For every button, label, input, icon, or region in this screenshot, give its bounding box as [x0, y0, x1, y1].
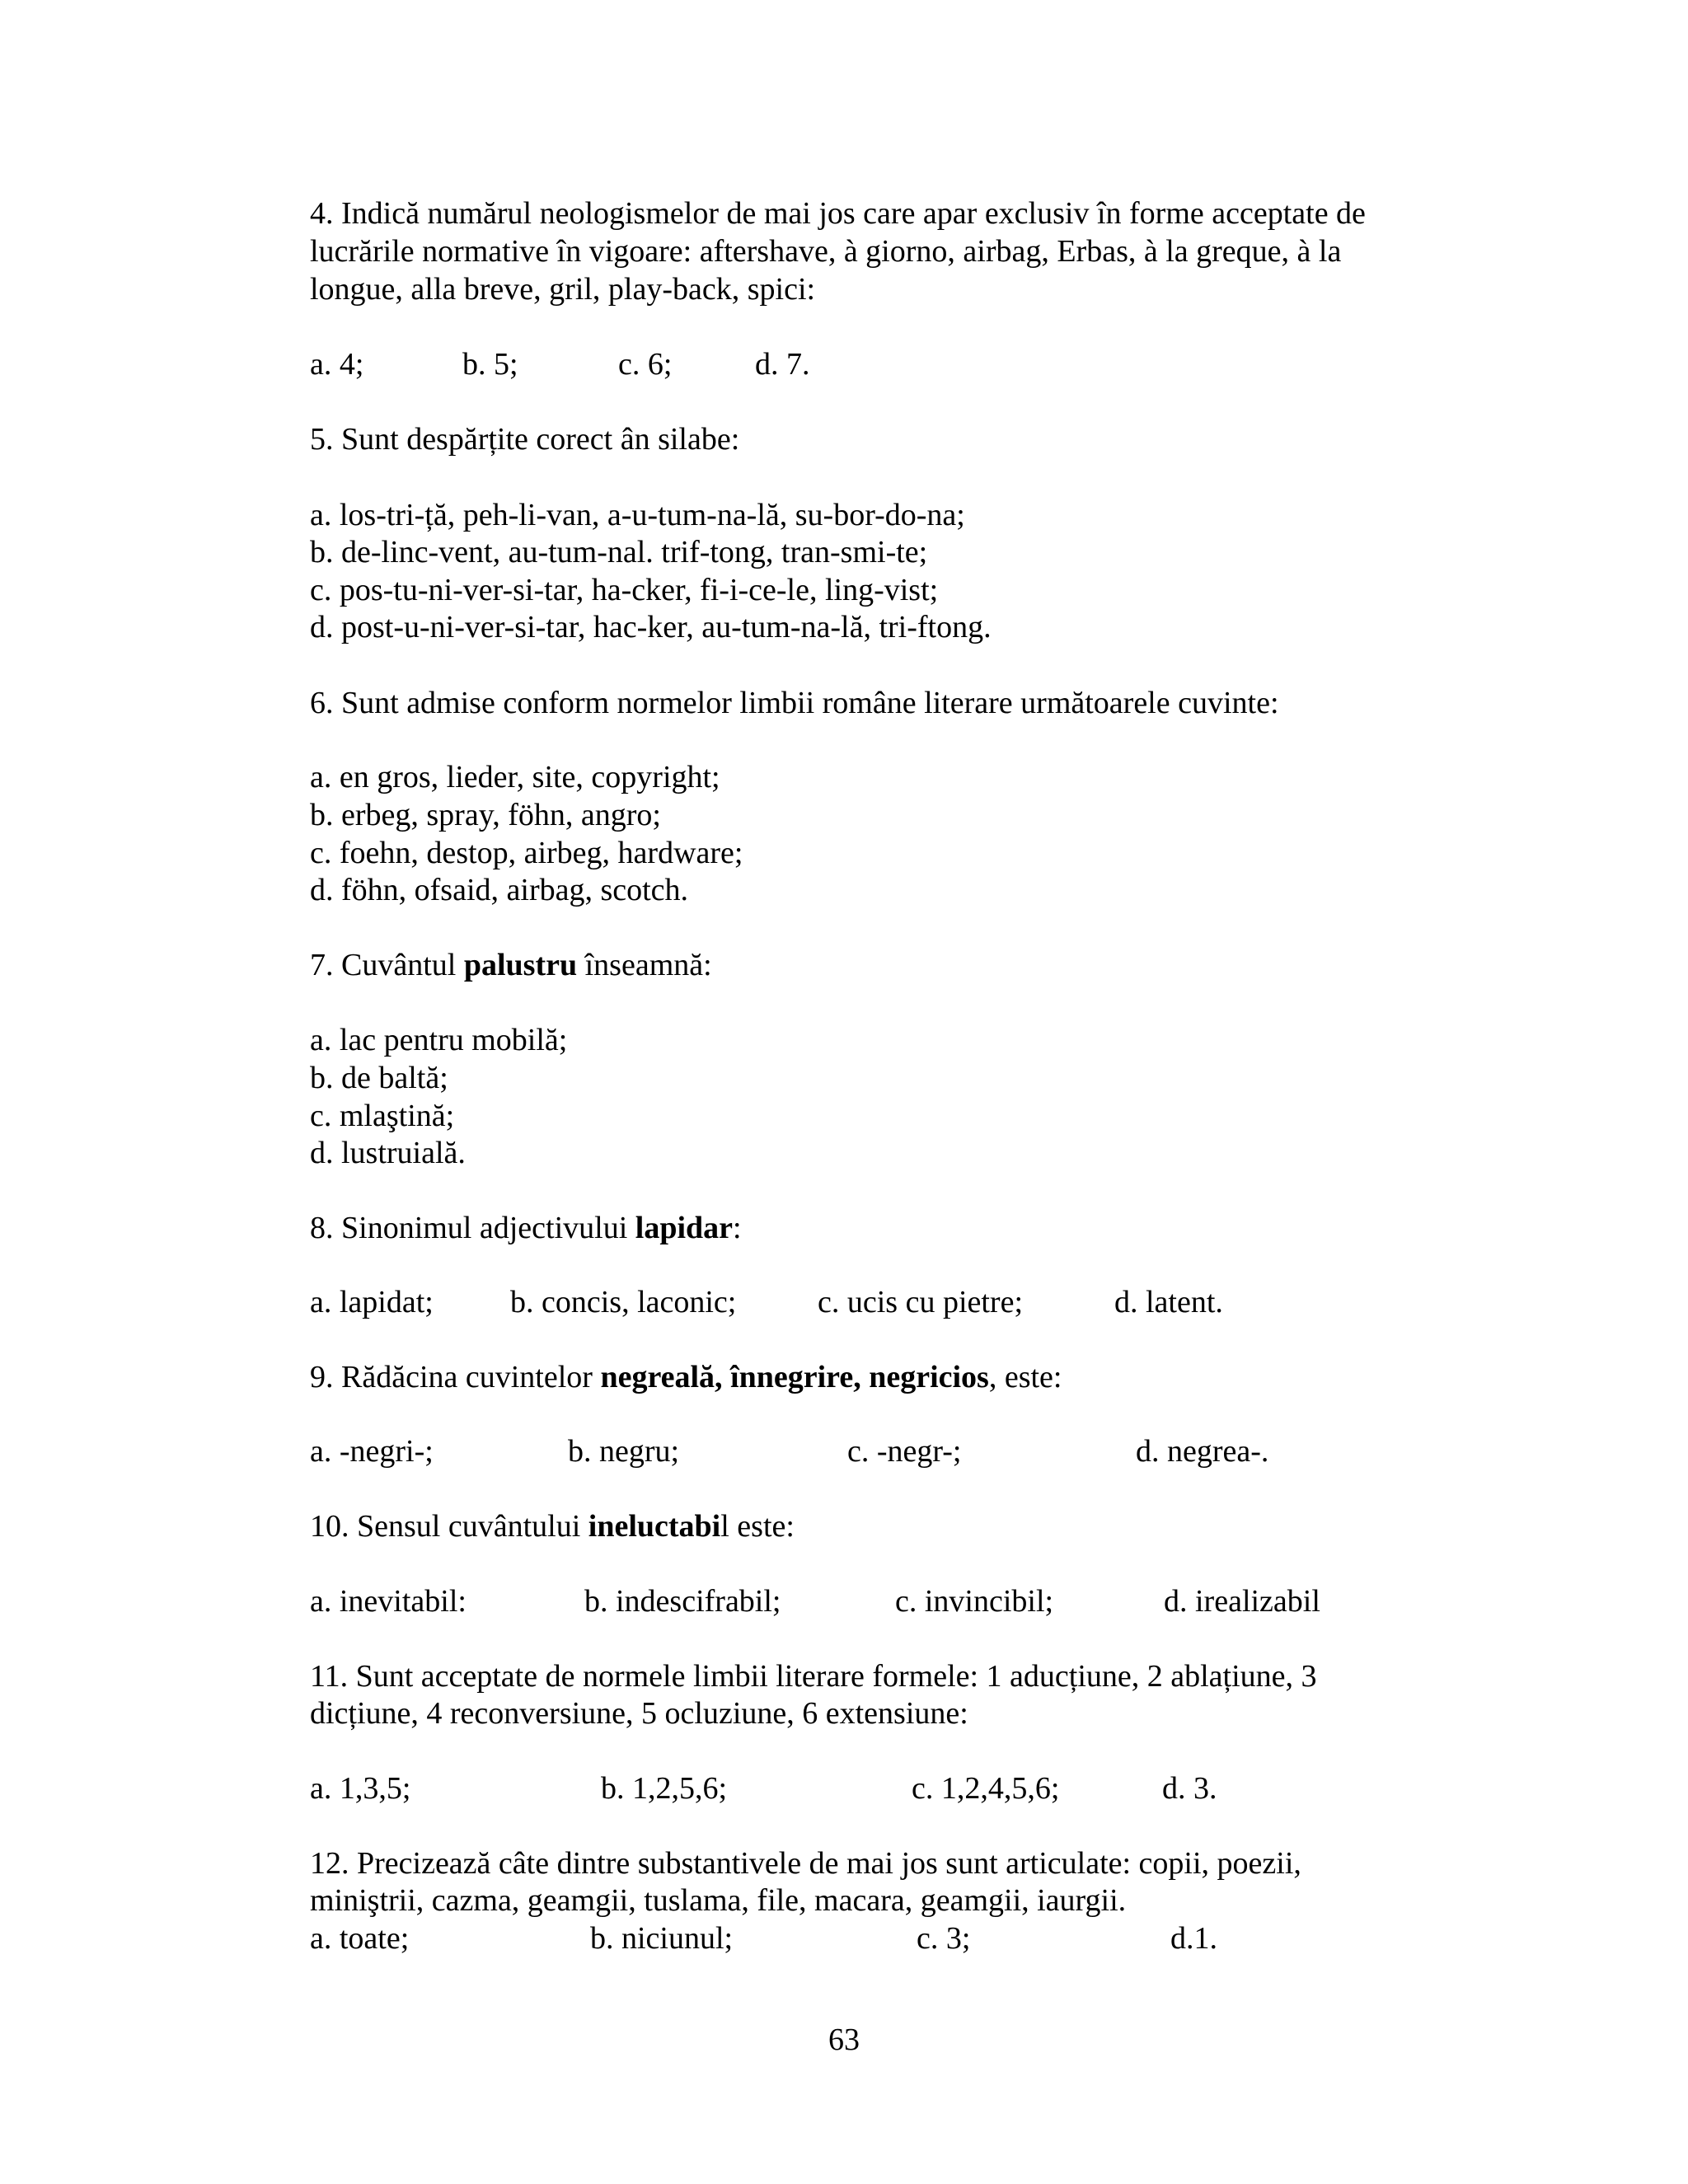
question-4-line-1: 4. Indică numărul neologismelor de mai jos care apar exclusiv în forme acceptate de — [310, 196, 1366, 231]
question-8-keyword: lapidar — [635, 1211, 734, 1245]
question-6-text: 6. Sunt admise conform normelor limbii române literare următoarele cuvinte: — [310, 686, 1279, 720]
question-5-option-c: c. pos-tu-ni-ver-si-tar, ha-cker, fi-i-ce-le, ling-vist; — [310, 573, 939, 607]
option-a: a. toate; — [310, 1921, 410, 1956]
question-6-option-b: b. erbeg, spray, föhn, angro; — [310, 798, 661, 832]
option-a: a. inevitabil: — [310, 1584, 467, 1619]
question-6-option-d: d. föhn, ofsaid, airbag, scotch. — [310, 873, 689, 907]
option-b: b. concis, laconic; — [510, 1285, 737, 1319]
option-b: b. 1,2,5,6; — [601, 1771, 728, 1806]
question-7-option-a: a. lac pentru mobilă; — [310, 1023, 568, 1057]
question-12-line-1: 12. Precizează câte dintre substantivele de mai jos sunt articulate: copii, poezii, — [310, 1846, 1301, 1881]
question-6-option-c: c. foehn, destop, airbeg, hardware; — [310, 836, 743, 870]
question-8-prefix: 8. Sinonimul adjectivului — [310, 1211, 635, 1245]
question-8-options — [310, 1283, 1464, 1321]
question-10-options — [310, 1582, 1464, 1620]
question-7-option-c: c. mlaştină; — [310, 1099, 455, 1133]
option-c: c. ucis cu pietre; — [818, 1285, 1024, 1319]
question-9-text — [310, 1358, 1062, 1396]
question-6-option-a: a. en gros, lieder, site, copyright; — [310, 760, 720, 794]
option-a: a. lapidat; — [310, 1285, 434, 1319]
question-10-keyword: ineluctabi — [588, 1509, 721, 1544]
page-number: 63 — [828, 2022, 860, 2057]
question-5-option-d: d. post-u-ni-ver-si-tar, hac-ker, au-tum-na-lă, tri-ftong. — [310, 610, 992, 644]
option-d: d. 3. — [1162, 1771, 1217, 1806]
question-4-options — [310, 345, 1464, 383]
question-5-option-b: b. de-linc-vent, au-tum-nal. trif-tong, tran-smi-te; — [310, 535, 928, 569]
question-8-suffix: : — [733, 1211, 742, 1245]
option-d: d. negrea-. — [1136, 1434, 1269, 1469]
option-d: d. latent. — [1114, 1285, 1223, 1319]
question-12-options — [310, 1919, 1464, 1957]
option-c: c. 6; — [618, 347, 673, 382]
question-11-options — [310, 1769, 1464, 1807]
option-c: c. 3; — [917, 1921, 971, 1956]
option-b: b. 5; — [462, 347, 518, 382]
question-7-keyword: palustru — [463, 948, 578, 982]
question-7-text — [310, 946, 712, 984]
question-11-line-1: 11. Sunt acceptate de normele limbii literare formele: 1 aducțiune, 2 ablațiune, 3 — [310, 1659, 1317, 1694]
question-7-suffix: înseamnă: — [577, 948, 712, 982]
option-b: b. niciunul; — [590, 1921, 734, 1956]
option-a: a. 1,3,5; — [310, 1771, 411, 1806]
option-a: a. 4; — [310, 347, 364, 382]
question-11-line-2: dicțiune, 4 reconversiune, 5 ocluziune, 6 extensiune: — [310, 1696, 968, 1731]
question-8-text — [310, 1209, 742, 1247]
question-9-prefix: 9. Rădăcina cuvintelor — [310, 1360, 601, 1394]
option-a: a. -negri-; — [310, 1434, 434, 1469]
option-d: d. 7. — [755, 347, 810, 382]
question-10-prefix: 10. Sensul cuvântului — [310, 1509, 588, 1544]
option-b: b. negru; — [568, 1434, 680, 1469]
option-d: d. irealizabil — [1164, 1584, 1320, 1619]
option-d: d.1. — [1170, 1921, 1217, 1956]
question-10-text — [310, 1507, 795, 1545]
question-10-suffix: l este: — [720, 1509, 795, 1544]
question-12-line-2: miniştrii, cazma, geamgii, tuslama, file, macara, geamgii, iaurgii. — [310, 1883, 1127, 1918]
question-7-prefix: 7. Cuvântul — [310, 948, 464, 982]
question-4-line-2: lucrările normative în vigoare: aftershave, à giorno, airbag, Erbas, à la greque, à la — [310, 234, 1342, 269]
question-4-line-3: longue, alla breve, gril, play-back, spici: — [310, 272, 816, 307]
question-7-option-b: b. de baltă; — [310, 1061, 448, 1095]
question-9-suffix: , este: — [988, 1360, 1062, 1394]
question-7-option-d: d. lustruială. — [310, 1136, 466, 1170]
question-9-keyword: negreală, înnegrire, negricios — [600, 1360, 989, 1394]
question-5-text: 5. Sunt despărțite corect ân silabe: — [310, 422, 740, 457]
question-9-options — [310, 1432, 1464, 1470]
option-c: c. invincibil; — [895, 1584, 1054, 1619]
option-c: c. 1,2,4,5,6; — [912, 1771, 1060, 1806]
option-b: b. indescifrabil; — [584, 1584, 781, 1619]
question-5-option-a: a. los-tri-ță, peh-li-van, a-u-tum-na-lă, su-bor-do-na; — [310, 498, 965, 532]
option-c: c. -negr-; — [847, 1434, 962, 1469]
